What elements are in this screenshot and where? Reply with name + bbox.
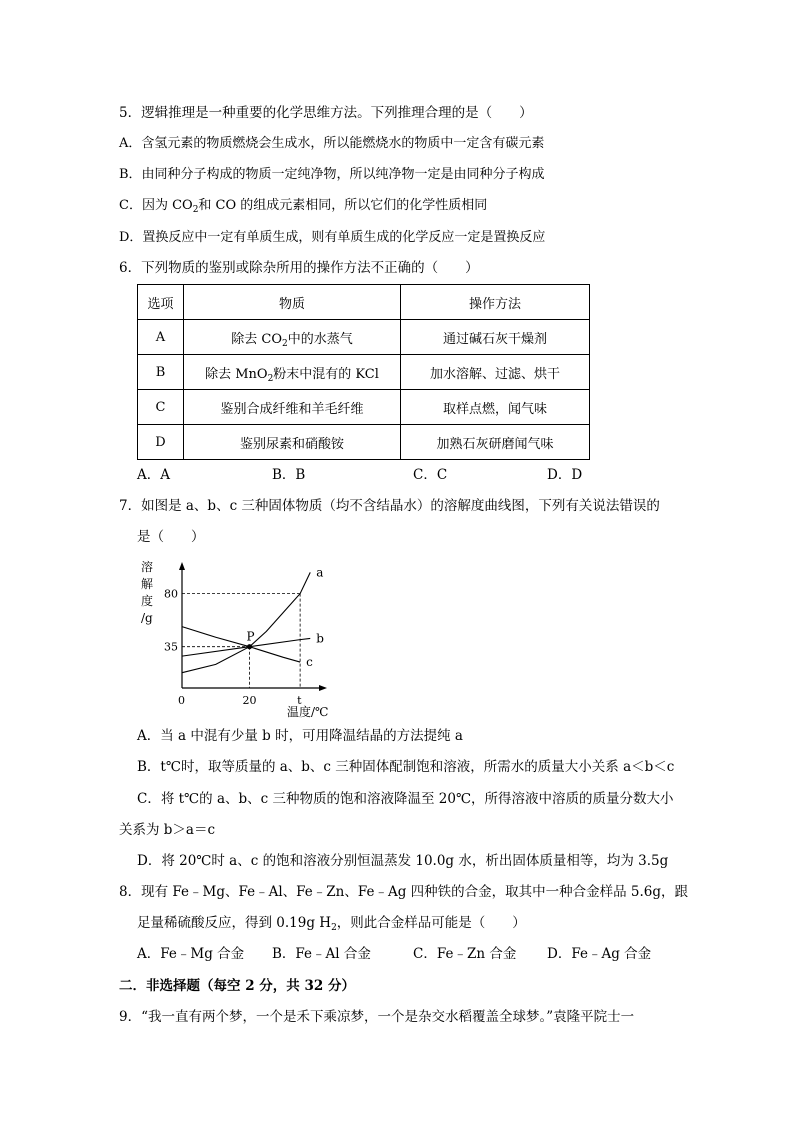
q6-stem: 6．下列物质的鉴别或除杂所用的操作方法不正确的（ ） <box>119 260 479 276</box>
table-cell-material: 除去 MnO$_2$粉末中混有的 KCl <box>184 355 401 390</box>
solubility-chart <box>137 553 337 722</box>
y-axis-label: 解 <box>141 577 154 591</box>
q5-option-a: A．含氢元素的物质燃烧会生成水，所以能燃烧水的物质中一定含有碳元素 <box>119 136 545 151</box>
q7-option-d: D．将 20℃时 a、c 的饱和溶液分别恒温蒸发 10.0g 水，析出固体质量相等，均为 3.5g <box>137 853 669 869</box>
series-c-label: c <box>306 655 313 670</box>
table-header: 选项 <box>138 285 184 320</box>
table-cell-option: C <box>138 390 184 425</box>
y-axis-label: /g <box>141 611 153 625</box>
table-header: 物质 <box>184 285 401 320</box>
series-a-line <box>182 572 310 672</box>
x-tick-label: t <box>297 694 302 707</box>
series-c-line <box>182 627 300 662</box>
table-row <box>138 390 590 425</box>
table-header-row <box>138 285 590 320</box>
table-cell-method: 加熟石灰研磨闻气味 <box>401 425 590 460</box>
q6-option-b: B．B <box>272 467 306 483</box>
table-cell-material: 鉴别尿素和硝酸铵 <box>184 425 401 460</box>
q5-option-c: C．因为 $CO_2$和 CO 的组成元素相同，所以它们的化学性质相同 <box>119 198 488 215</box>
q7-option-c-line1: C．将 t℃的 a、b、c 三种物质的饱和溶液降温至 20℃，所得溶液中溶质的质量分数大小 <box>137 791 674 807</box>
y-tick-label: 35 <box>164 640 178 654</box>
q6-option-d: D．D <box>547 467 583 483</box>
table-cell-option: A <box>138 320 184 355</box>
table-cell-method: 取样点燃，闻气味 <box>401 390 590 425</box>
x-tick-label: 0 <box>178 694 185 707</box>
q7-option-b: B．t℃时，取等质量的 a、b、c 三种固体配制饱和溶液，所需水的质量大小关系 a＜b＜c <box>137 759 675 775</box>
table-cell-option: D <box>138 425 184 460</box>
series-b-label: b <box>316 631 324 646</box>
q5-stem: 5．逻辑推理是一种重要的化学思维方法。下列推理合理的是（ ） <box>119 105 533 121</box>
table-row <box>138 425 590 460</box>
table-cell-option: B <box>138 355 184 390</box>
table-cell-material: 除去 $CO_2$中的水蒸气 <box>184 320 401 355</box>
q7-stem-line1: 7．如图是 a、b、c 三种固体物质（均不含结晶水）的溶解度曲线图，下列有关说法错误的 <box>119 498 660 514</box>
table-row <box>138 355 590 390</box>
y-axis-arrow <box>179 562 185 570</box>
q7-option-c-line2: 关系为 b＞a＝c <box>119 822 216 838</box>
intersection-point <box>247 644 252 649</box>
y-axis-label: 溶 <box>141 560 154 574</box>
section-title: 二．非选择题（每空 2 分，共 32 分） <box>119 978 355 994</box>
table-row <box>138 320 590 355</box>
q5-option-b: B．由同种分子构成的物质一定纯净物，所以纯净物一定是由同种分子构成 <box>119 167 545 182</box>
table-cell-material: 鉴别合成纤维和羊毛纤维 <box>184 390 401 425</box>
x-tick-label: 20 <box>242 694 257 707</box>
q8-stem-line1: 8．现有 Fe﹣Mg、Fe﹣Al、Fe﹣Zn、Fe﹣Ag 四种铁的合金，取其中一种合金样品 5.6g，跟 <box>119 884 689 900</box>
q5-option-d: D．置换反应中一定有单质生成，则有单质生成的化学反应一定是置换反应 <box>119 230 546 245</box>
y-tick-label: 80 <box>164 587 178 601</box>
table-header: 操作方法 <box>401 285 590 320</box>
q6-table <box>137 284 590 460</box>
q8-option-c: C．Fe﹣Zn 合金 <box>413 946 517 962</box>
q8-option-b: B．Fe﹣Al 合金 <box>272 946 371 962</box>
q8-option-a: A．Fe﹣Mg 合金 <box>137 946 245 962</box>
q9-stem: 9．“我一直有两个梦，一个是禾下乘凉梦，一个是杂交水稻覆盖全球梦。”袁隆平院士一 <box>119 1009 635 1025</box>
q6-option-c: C．C <box>413 467 448 483</box>
solubility-chart-svg <box>137 553 337 718</box>
x-axis-label: 温度/℃ <box>287 705 329 718</box>
q7-stem-line2: 是（ ） <box>137 529 205 545</box>
q7-option-a: A．当 a 中混有少量 b 时，可用降温结晶的方法提纯 a <box>137 728 463 744</box>
q8-option-d: D．Fe﹣Ag 合金 <box>547 946 652 962</box>
q6-option-a: A．A <box>137 467 170 483</box>
intersection-label: P <box>246 629 255 644</box>
x-axis-arrow <box>319 685 327 691</box>
table-cell-method: 加水溶解、过滤、烘干 <box>401 355 590 390</box>
q8-stem-line2: 足量稀硫酸反应，得到 0.19g $H_2$，则此合金样品可能是（ ） <box>137 915 526 933</box>
series-a-label: a <box>316 565 324 580</box>
y-axis-label: 度 <box>141 594 154 608</box>
table-cell-method: 通过碱石灰干燥剂 <box>401 320 590 355</box>
